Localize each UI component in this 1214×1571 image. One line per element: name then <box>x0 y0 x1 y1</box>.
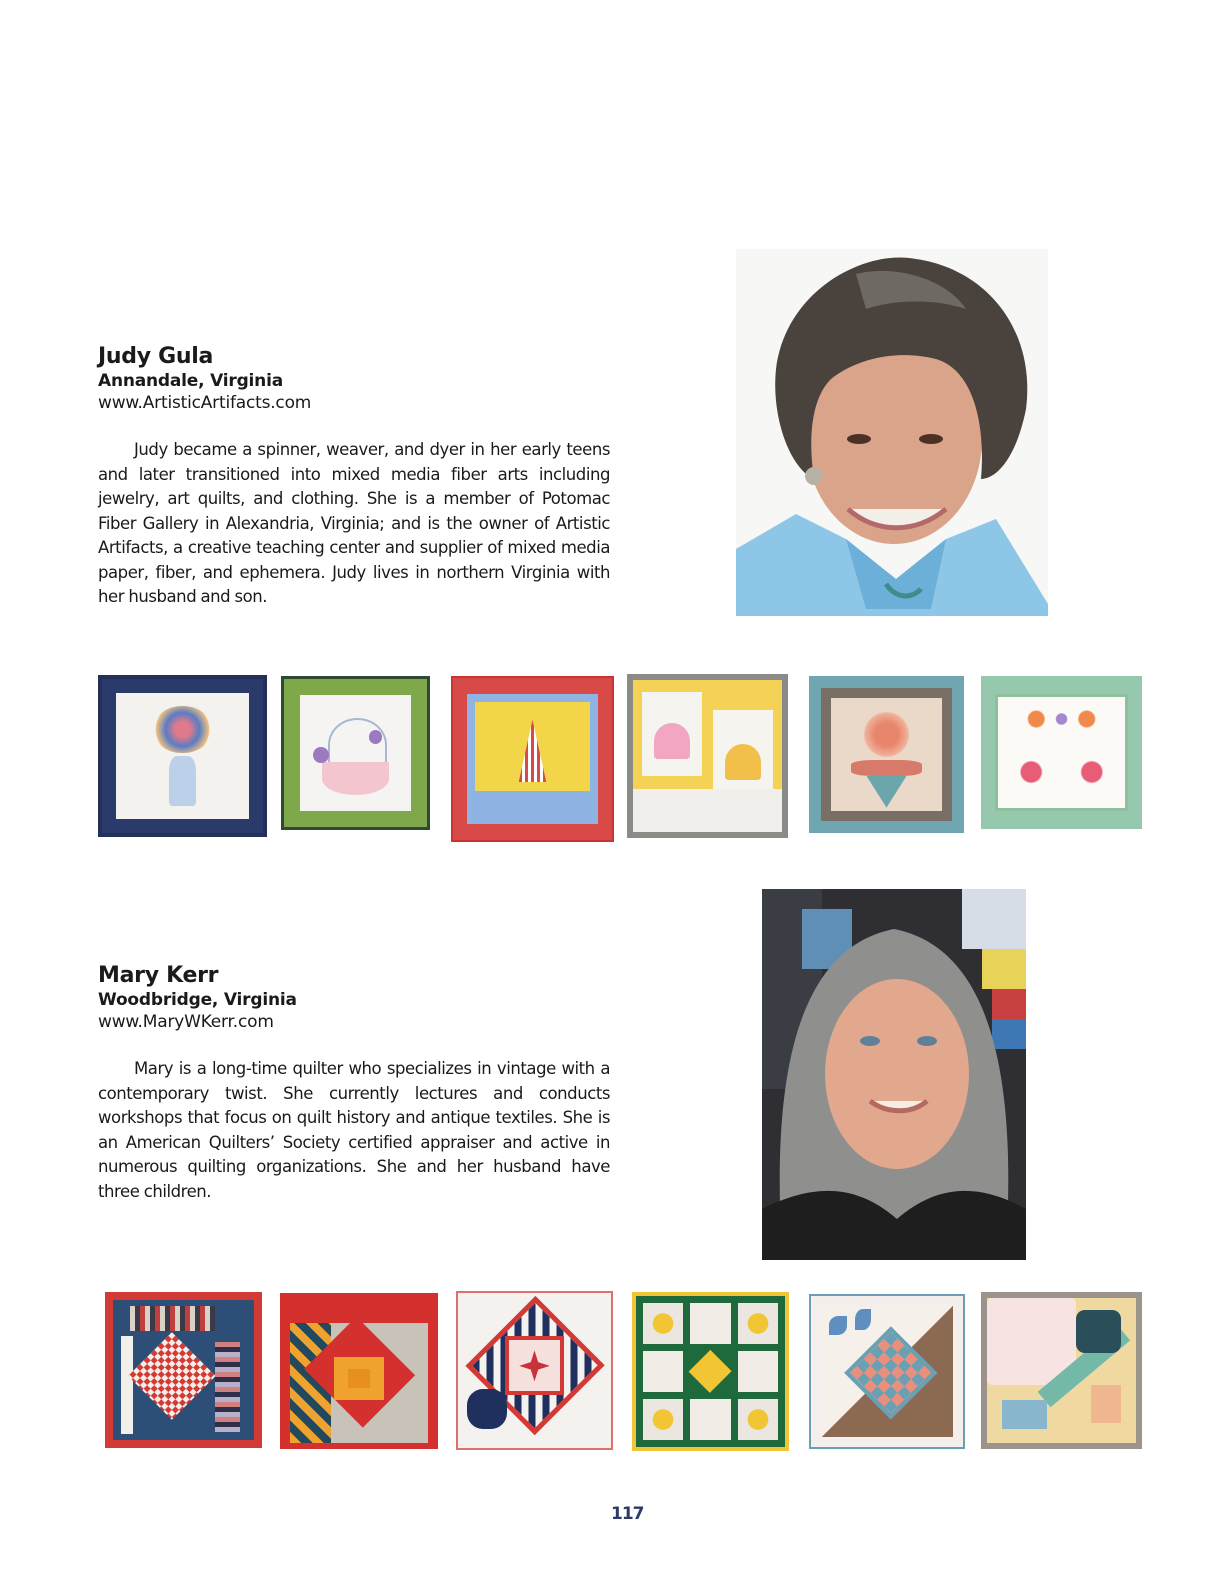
quilt-image-1 <box>98 675 267 837</box>
portrait-photo <box>736 249 1048 616</box>
artist-bio: Judy became a spinner, weaver, and dyer in her early teens and later transitioned into mixed media fiber arts including jewelry, art quilts, and clothing. She is a member of Potomac Fiber Gallery in Alexandria, Virginia; and is the owner of Artistic Artifacts, a creative teaching center and supplier of mixed media paper, fiber, and ephemera. Judy lives in northern Virginia with her husband and son. <box>98 440 610 606</box>
artist-location: Woodbridge, Virginia <box>98 990 297 1010</box>
artist-bio: Mary is a long-time quilter who specializes in vintage with a contemporary twist. She currently lectures and conducts workshops that focus on quilt history and antique textiles. She is an American Quilters’ Society certified appraiser and active in numerous quilting organizations. She and her husband have three children. <box>98 1059 610 1201</box>
quilt-image-3 <box>451 676 614 842</box>
portrait-judy-gula-icon <box>736 249 1048 616</box>
artist-name: Judy Gula <box>98 344 214 369</box>
quilt-image-4 <box>627 674 788 838</box>
artist-location: Annandale, Virginia <box>98 371 283 391</box>
quilt-image-5 <box>809 676 964 833</box>
artist-website[interactable]: www.ArtisticArtifacts.com <box>98 393 312 413</box>
artist-name: Mary Kerr <box>98 963 219 988</box>
quilt-image-10 <box>632 1292 789 1451</box>
quilt-image-12 <box>981 1292 1142 1449</box>
quilt-image-2 <box>281 676 430 830</box>
artist-section-judy-gula <box>98 344 610 610</box>
page-number: 117 <box>611 1504 644 1524</box>
quilt-image-9 <box>456 1291 613 1450</box>
quilt-image-8 <box>280 1293 438 1449</box>
artist-website[interactable]: www.MaryWKerr.com <box>98 1012 274 1032</box>
quilt-image-6 <box>981 676 1142 829</box>
quilt-image-7 <box>105 1292 262 1448</box>
portrait-mary-kerr-icon <box>762 889 1026 1260</box>
quilt-image-11 <box>809 1294 965 1449</box>
artist-section-mary-kerr <box>98 963 610 1204</box>
portrait-photo <box>762 889 1026 1260</box>
